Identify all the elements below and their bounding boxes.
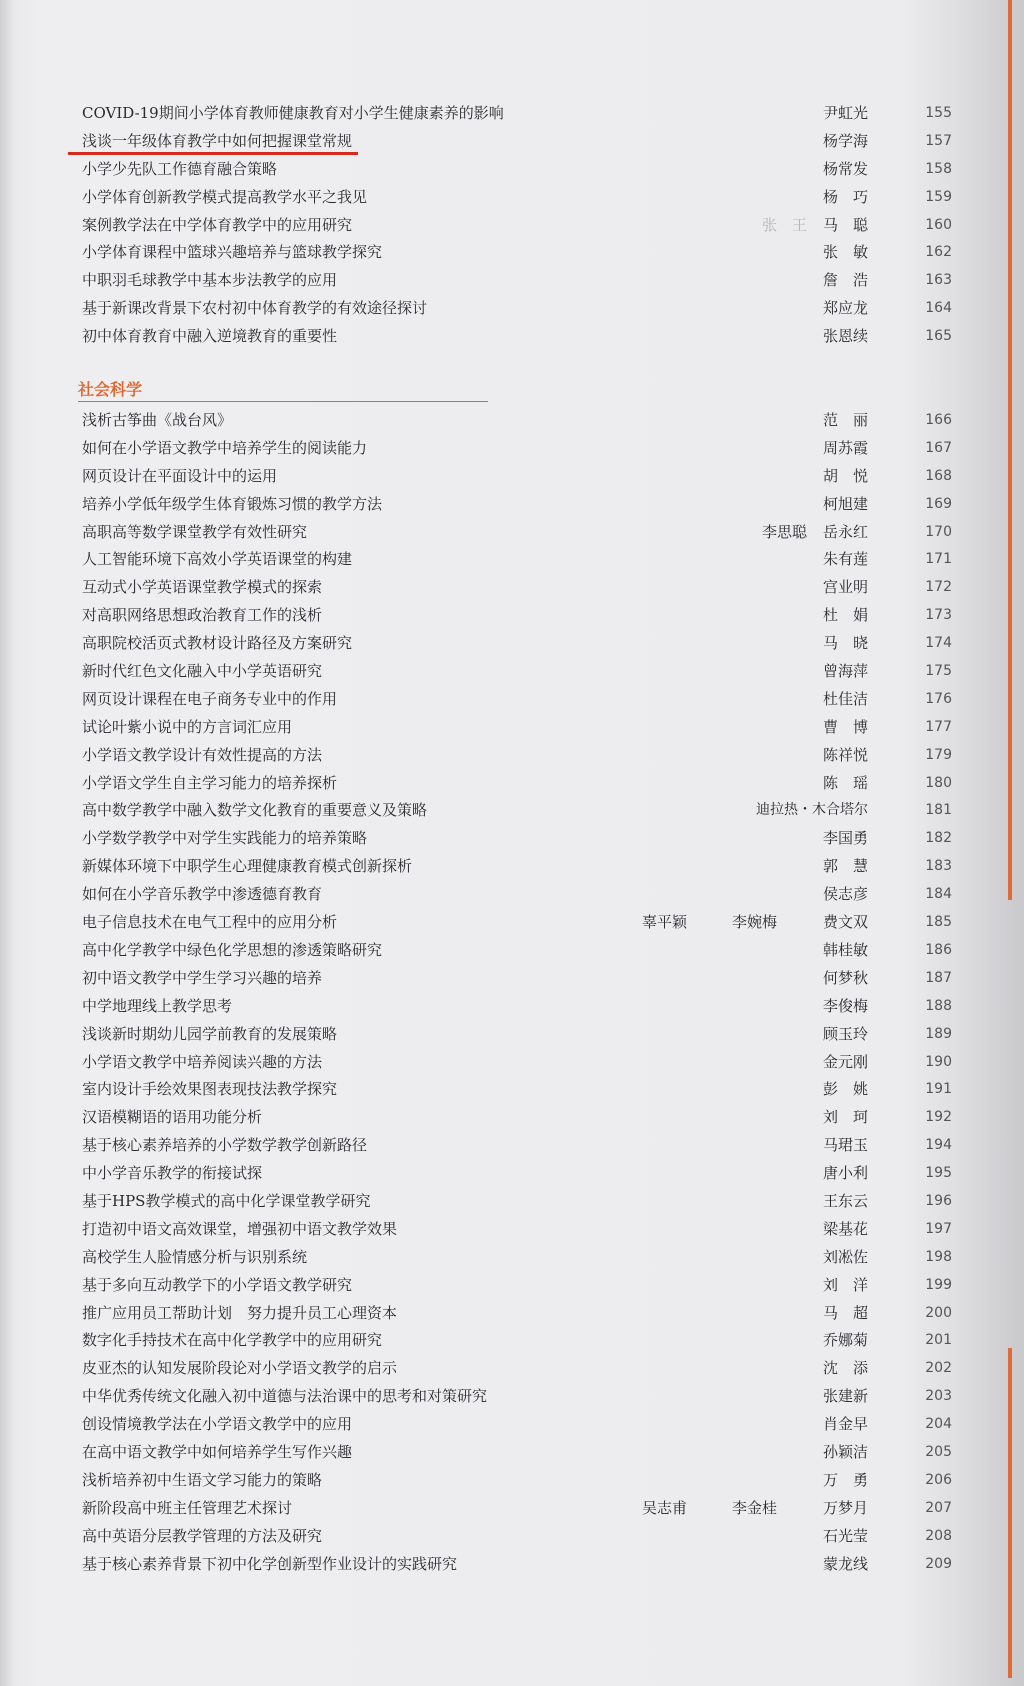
entry-author: 万 勇 bbox=[822, 1470, 868, 1489]
leader-dots bbox=[326, 574, 788, 602]
entry-page-number: 205 bbox=[925, 1443, 952, 1460]
leader-dots bbox=[461, 1551, 788, 1579]
entry-title: 皮亚杰的认知发展阶段论对小学语文教学的启示 bbox=[82, 1359, 398, 1378]
toc-entry bbox=[82, 463, 952, 491]
toc-entry bbox=[82, 1383, 952, 1411]
leader-dots bbox=[431, 295, 788, 323]
entry-page-number: 194 bbox=[925, 1137, 952, 1154]
leader-dots bbox=[266, 1160, 788, 1188]
entry-author: 张 敏 bbox=[822, 243, 868, 262]
leader-dots bbox=[326, 881, 788, 909]
entry-title: 基于多向互动教学下的小学语文教学研究 bbox=[82, 1275, 353, 1294]
entry-title: 小学少先队工作德育融合策略 bbox=[82, 159, 278, 178]
toc-entry bbox=[82, 295, 952, 323]
toc-entry bbox=[82, 797, 952, 825]
entry-title: 基于HPS教学模式的高中化学课堂教学研究 bbox=[82, 1191, 371, 1210]
entry-title: 浅析古筝曲《战台风》 bbox=[82, 411, 233, 430]
leader-dots bbox=[341, 686, 788, 714]
toc-entry bbox=[82, 100, 952, 128]
entry-title: 打造初中语文高效课堂，增强初中语文教学效果 bbox=[82, 1219, 398, 1238]
toc-entry bbox=[82, 1355, 952, 1383]
entry-page-number: 206 bbox=[925, 1471, 952, 1488]
entry-title: 案例教学法在中学体育教学中的应用研究 bbox=[82, 215, 353, 234]
leader-dots bbox=[281, 156, 788, 184]
toc-entry bbox=[82, 1467, 952, 1495]
toc-entry bbox=[82, 184, 952, 212]
entry-author: 郭 慧 bbox=[822, 857, 868, 876]
entry-author: 刘 珂 bbox=[822, 1108, 868, 1127]
entry-author: 刘凇佐 bbox=[822, 1247, 868, 1266]
leader-dots bbox=[236, 407, 788, 435]
toc-entry bbox=[82, 1300, 952, 1328]
entry-page-number: 196 bbox=[925, 1192, 952, 1209]
entry-page-number: 200 bbox=[925, 1304, 952, 1321]
toc-entry bbox=[82, 323, 952, 351]
entry-title: 初中语文教学中学生学习兴趣的培养 bbox=[82, 968, 323, 987]
entry-author: 迪拉热・木合塔尔 bbox=[756, 802, 868, 819]
entry-page-number: 184 bbox=[925, 886, 952, 903]
entry-author: 彭 姚 bbox=[822, 1080, 868, 1099]
entry-author: 梁基花 bbox=[822, 1219, 868, 1238]
entry-title: 高职院校活页式教材设计路径及方案研究 bbox=[82, 634, 353, 653]
entry-page-number: 186 bbox=[925, 941, 952, 958]
entry-page-number: 177 bbox=[925, 718, 952, 735]
toc-entry bbox=[82, 1495, 952, 1523]
entry-author: 陈 瑶 bbox=[822, 773, 868, 792]
leader-dots bbox=[341, 323, 788, 351]
entry-author: 岳永红 bbox=[822, 522, 868, 541]
toc-entry bbox=[82, 686, 952, 714]
entry-author: 李国勇 bbox=[822, 829, 868, 848]
entry-author: 张恩续 bbox=[822, 327, 868, 346]
entry-title: 互动式小学英语课堂教学模式的探索 bbox=[82, 578, 323, 597]
leader-dots bbox=[386, 491, 788, 519]
entry-author: 金元刚 bbox=[822, 1052, 868, 1071]
entry-page-number: 190 bbox=[925, 1053, 952, 1070]
entry-page-number: 189 bbox=[925, 1025, 952, 1042]
entry-page-number: 176 bbox=[925, 690, 952, 707]
toc-entry bbox=[82, 1439, 952, 1467]
toc-entry bbox=[82, 491, 952, 519]
entry-title: 高中数学教学中融入数学文化教育的重要意义及策略 bbox=[82, 801, 428, 820]
entry-page-number: 155 bbox=[925, 105, 952, 121]
leader-dots bbox=[416, 853, 788, 881]
toc-entry bbox=[82, 742, 952, 770]
toc-entry bbox=[82, 1021, 952, 1049]
entry-author: 杨学海 bbox=[822, 131, 868, 150]
leader-dots bbox=[326, 1523, 788, 1551]
toc-entry bbox=[82, 1188, 952, 1216]
entry-title: 基于核心素养培养的小学数学教学创新路径 bbox=[82, 1136, 368, 1155]
entry-title: 小学语文教学设计有效性提高的方法 bbox=[82, 745, 323, 764]
leader-dots bbox=[401, 1355, 788, 1383]
entry-page-number: 207 bbox=[925, 1499, 952, 1516]
entry-title: 如何在小学语文教学中培养学生的阅读能力 bbox=[82, 438, 368, 457]
leader-dots bbox=[341, 1021, 788, 1049]
leader-dots bbox=[356, 1272, 788, 1300]
entry-title: COVID-19期间小学体育教师健康教育对小学生健康素养的影响 bbox=[82, 104, 504, 122]
entry-page-number: 198 bbox=[925, 1248, 952, 1265]
entry-author: 马 聪 bbox=[822, 215, 868, 234]
entry-title: 基于核心素养背景下初中化学创新型作业设计的实践研究 bbox=[82, 1554, 458, 1573]
leader-dots bbox=[374, 1188, 788, 1216]
leader-dots bbox=[341, 1076, 788, 1104]
leader-dots bbox=[326, 1467, 788, 1495]
entry-title: 小学语文教学中培养阅读兴趣的方法 bbox=[82, 1052, 323, 1071]
entry-author: 曾海萍 bbox=[822, 662, 868, 681]
entry-author: 詹 浩 bbox=[822, 271, 868, 290]
highlight-underline bbox=[68, 152, 358, 155]
entry-author: 万梦月 bbox=[822, 1498, 868, 1517]
entry-author: 顾玉玲 bbox=[822, 1024, 868, 1043]
leader-dots bbox=[356, 128, 788, 156]
leader-dots bbox=[341, 909, 632, 937]
entry-page-number: 179 bbox=[925, 746, 952, 763]
entry-author: 朱有莲 bbox=[822, 550, 868, 569]
leader-dots bbox=[326, 965, 788, 993]
entry-page-number: 170 bbox=[925, 523, 952, 540]
entry-page-number: 163 bbox=[925, 272, 952, 289]
entry-author: 尹虹光 bbox=[822, 104, 868, 122]
entry-title: 创设情境教学法在小学语文教学中的应用 bbox=[82, 1415, 353, 1434]
entry-author: 沈 添 bbox=[822, 1359, 868, 1378]
entry-author: 杜 娟 bbox=[822, 606, 868, 625]
entry-page-number: 162 bbox=[925, 244, 952, 261]
entry-title: 中学地理线上教学思考 bbox=[82, 996, 233, 1015]
entry-author: 陈祥悦 bbox=[822, 745, 868, 764]
toc-entry bbox=[82, 714, 952, 742]
entry-author: 乔娜菊 bbox=[822, 1331, 868, 1350]
toc-entry bbox=[82, 1049, 952, 1077]
entry-title: 小学体育创新教学模式提高教学水平之我见 bbox=[82, 187, 368, 206]
entry-author: 胡 悦 bbox=[822, 466, 868, 485]
entry-page-number: 197 bbox=[925, 1220, 952, 1237]
entry-page-number: 183 bbox=[925, 858, 952, 875]
entry-title: 浅谈新时期幼儿园学前教育的发展策略 bbox=[82, 1024, 338, 1043]
toc-entry bbox=[82, 1272, 952, 1300]
entry-title: 室内设计手绘效果图表现技法教学探究 bbox=[82, 1080, 338, 1099]
entry-page-number: 171 bbox=[925, 551, 952, 568]
entry-author: 费文双 bbox=[822, 913, 868, 932]
leader-dots bbox=[508, 100, 788, 128]
toc-entry bbox=[82, 853, 952, 881]
page-edge-marker bbox=[1008, 1348, 1012, 1678]
entry-title: 对高职网络思想政治教育工作的浅析 bbox=[82, 606, 323, 625]
entry-title: 电子信息技术在电气工程中的应用分析 bbox=[82, 913, 338, 932]
entry-page-number: 166 bbox=[925, 412, 952, 429]
entry-author: 宫业明 bbox=[822, 578, 868, 597]
leader-dots bbox=[431, 797, 712, 825]
section-title: 社会科学 bbox=[78, 380, 143, 400]
entry-coauthor: 李金桂 bbox=[732, 1498, 778, 1517]
toc-entry bbox=[82, 1160, 952, 1188]
entry-page-number: 174 bbox=[925, 635, 952, 652]
entry-title: 高中英语分层教学管理的方法及研究 bbox=[82, 1526, 323, 1545]
toc-entry bbox=[82, 602, 952, 630]
entry-page-number: 188 bbox=[925, 997, 952, 1014]
toc-entry bbox=[82, 881, 952, 909]
toc-entry bbox=[82, 435, 952, 463]
entry-author: 石光莹 bbox=[822, 1526, 868, 1545]
toc-entry bbox=[82, 937, 952, 965]
entry-coauthor: 李婉梅 bbox=[732, 913, 778, 932]
entry-title: 高中化学教学中绿色化学思想的渗透策略研究 bbox=[82, 940, 383, 959]
toc-entry bbox=[82, 1551, 952, 1579]
entry-page-number: 195 bbox=[925, 1165, 952, 1182]
leader-dots bbox=[356, 212, 752, 240]
entry-author: 马珺玉 bbox=[822, 1136, 868, 1155]
entry-page-number: 157 bbox=[925, 132, 952, 149]
entry-page-number: 168 bbox=[925, 467, 952, 484]
entry-title: 推广应用员工帮助计划 努力提升员工心理资本 bbox=[82, 1303, 398, 1322]
entry-title: 汉语模糊语的语用功能分析 bbox=[82, 1108, 263, 1127]
entry-coauthor: 吴志甫 bbox=[642, 1498, 688, 1517]
entry-title: 中小学音乐教学的衔接试探 bbox=[82, 1164, 263, 1183]
entry-author: 曹 博 bbox=[822, 717, 868, 736]
entry-title: 小学数学教学中对学生实践能力的培养策略 bbox=[82, 829, 368, 848]
leader-dots bbox=[326, 742, 788, 770]
entry-page-number: 172 bbox=[925, 579, 952, 596]
entry-title: 初中体育教育中融入逆境教育的重要性 bbox=[82, 327, 338, 346]
entry-page-number: 185 bbox=[925, 914, 952, 931]
toc-entry bbox=[82, 407, 952, 435]
entry-title: 浅谈一年级体育教学中如何把握课堂常规 bbox=[82, 131, 353, 150]
entry-page-number: 159 bbox=[925, 188, 952, 205]
entry-page-number: 199 bbox=[925, 1276, 952, 1293]
entry-author: 韩桂敏 bbox=[822, 940, 868, 959]
entry-coauthor: 张 王 bbox=[762, 215, 808, 234]
leader-dots bbox=[386, 937, 788, 965]
entry-page-number: 201 bbox=[925, 1332, 952, 1349]
toc-entry bbox=[82, 1076, 952, 1104]
toc-entry bbox=[82, 519, 952, 547]
entry-page-number: 165 bbox=[925, 328, 952, 345]
section-rule bbox=[78, 401, 488, 402]
entry-page-number: 175 bbox=[925, 663, 952, 680]
entry-author: 马 超 bbox=[822, 1303, 868, 1322]
entry-page-number: 164 bbox=[925, 300, 952, 317]
entry-title: 新阶段高中班主任管理艺术探讨 bbox=[82, 1498, 293, 1517]
toc-entry bbox=[82, 825, 952, 853]
entry-title: 中华优秀传统文化融入初中道德与法治课中的思考和对策研究 bbox=[82, 1387, 488, 1406]
toc-entry bbox=[82, 965, 952, 993]
entry-page-number: 204 bbox=[925, 1416, 952, 1433]
leader-dots bbox=[266, 1104, 788, 1132]
entry-author: 周苏霞 bbox=[822, 438, 868, 457]
entry-title: 高职高等数学课堂教学有效性研究 bbox=[82, 522, 308, 541]
entry-title: 试论叶紫小说中的方言词汇应用 bbox=[82, 717, 293, 736]
entry-author: 何梦秋 bbox=[822, 968, 868, 987]
entry-page-number: 203 bbox=[925, 1388, 952, 1405]
leader-dots bbox=[341, 770, 788, 798]
entry-author: 杜佳洁 bbox=[822, 689, 868, 708]
leader-dots bbox=[401, 1300, 788, 1328]
leader-dots bbox=[326, 1049, 788, 1077]
entry-author: 范 丽 bbox=[822, 411, 868, 430]
entry-page-number: 202 bbox=[925, 1360, 952, 1377]
leader-dots bbox=[371, 825, 788, 853]
leader-dots bbox=[326, 602, 788, 630]
leader-dots bbox=[311, 1244, 788, 1272]
entry-title: 新媒体环境下中职学生心理健康教育模式创新探析 bbox=[82, 857, 413, 876]
toc-entry bbox=[82, 1327, 952, 1355]
entry-page-number: 158 bbox=[925, 160, 952, 177]
leader-dots bbox=[356, 1439, 788, 1467]
section-header bbox=[78, 351, 952, 407]
entry-title: 浅析培养初中生语文学习能力的策略 bbox=[82, 1470, 323, 1489]
leader-dots bbox=[401, 1216, 788, 1244]
toc-entry bbox=[82, 239, 952, 267]
page-edge-marker bbox=[1008, 0, 1012, 900]
entry-page-number: 167 bbox=[925, 439, 952, 456]
toc-entry bbox=[82, 574, 952, 602]
entry-title: 如何在小学音乐教学中渗透德育教育 bbox=[82, 885, 323, 904]
leader-dots bbox=[311, 519, 752, 547]
leader-dots bbox=[296, 1495, 632, 1523]
entry-page-number: 191 bbox=[925, 1081, 952, 1098]
toc-entry bbox=[82, 770, 952, 798]
entry-page-number: 169 bbox=[925, 495, 952, 512]
toc-entry bbox=[82, 1216, 952, 1244]
entry-title: 网页设计在平面设计中的运用 bbox=[82, 466, 278, 485]
entry-author: 马 晓 bbox=[822, 634, 868, 653]
entry-coauthor: 李思聪 bbox=[762, 522, 808, 541]
entry-author: 孙颖洁 bbox=[822, 1442, 868, 1461]
leader-dots bbox=[326, 658, 788, 686]
entry-title: 人工智能环境下高效小学英语课堂的构建 bbox=[82, 550, 353, 569]
toc-entry bbox=[82, 1132, 952, 1160]
toc-entry bbox=[82, 156, 952, 184]
leader-dots bbox=[371, 435, 788, 463]
entry-title: 基于新课改背景下农村初中体育教学的有效途径探讨 bbox=[82, 299, 428, 318]
entry-title: 网页设计课程在电子商务专业中的作用 bbox=[82, 689, 338, 708]
table-of-contents bbox=[78, 100, 952, 1578]
leader-dots bbox=[281, 463, 788, 491]
entry-author: 张建新 bbox=[822, 1387, 868, 1406]
entry-page-number: 208 bbox=[925, 1527, 952, 1544]
toc-entry bbox=[82, 546, 952, 574]
leader-dots bbox=[386, 1327, 788, 1355]
toc-entry bbox=[82, 658, 952, 686]
entry-title: 在高中语文教学中如何培养学生写作兴趣 bbox=[82, 1442, 353, 1461]
toc-entry bbox=[82, 1523, 952, 1551]
leader-dots bbox=[236, 993, 788, 1021]
entry-page-number: 160 bbox=[925, 216, 952, 233]
entry-author: 刘 洋 bbox=[822, 1275, 868, 1294]
leader-dots bbox=[371, 1132, 788, 1160]
entry-page-number: 180 bbox=[925, 774, 952, 791]
entry-title: 中职羽毛球教学中基本步法教学的应用 bbox=[82, 271, 338, 290]
toc-entry bbox=[82, 1411, 952, 1439]
entry-author: 唐小利 bbox=[822, 1164, 868, 1183]
entry-author: 郑应龙 bbox=[822, 299, 868, 318]
entry-author: 肖金早 bbox=[822, 1415, 868, 1434]
leader-dots bbox=[296, 714, 788, 742]
leader-dots bbox=[371, 184, 788, 212]
leader-dots bbox=[356, 1411, 788, 1439]
toc-entry bbox=[82, 1104, 952, 1132]
toc-entry bbox=[82, 1244, 952, 1272]
entry-title: 数字化手持技术在高中化学教学中的应用研究 bbox=[82, 1331, 383, 1350]
toc-entry bbox=[82, 267, 952, 295]
entry-page-number: 182 bbox=[925, 830, 952, 847]
toc-entry bbox=[82, 630, 952, 658]
toc-entry bbox=[82, 212, 952, 240]
toc-entry bbox=[82, 993, 952, 1021]
entry-author: 柯旭建 bbox=[822, 494, 868, 513]
entry-author: 杨常发 bbox=[822, 159, 868, 178]
entry-author: 侯志彦 bbox=[822, 885, 868, 904]
entry-author: 蒙龙线 bbox=[822, 1554, 868, 1573]
entry-page-number: 173 bbox=[925, 607, 952, 624]
entry-title: 培养小学低年级学生体育锻炼习惯的教学方法 bbox=[82, 494, 383, 513]
entry-author: 杨 巧 bbox=[822, 187, 868, 206]
toc-entry bbox=[82, 909, 952, 937]
entry-title: 小学体育课程中篮球兴趣培养与篮球教学探究 bbox=[82, 243, 383, 262]
leader-dots bbox=[356, 546, 788, 574]
entry-title: 小学语文学生自主学习能力的培养探析 bbox=[82, 773, 338, 792]
toc-entry bbox=[82, 128, 952, 156]
leader-dots bbox=[491, 1383, 788, 1411]
entry-author: 李俊梅 bbox=[822, 996, 868, 1015]
leader-dots bbox=[356, 630, 788, 658]
entry-title: 高校学生人脸情感分析与识别系统 bbox=[82, 1247, 308, 1266]
leader-dots bbox=[341, 267, 788, 295]
entry-page-number: 209 bbox=[925, 1555, 952, 1572]
entry-title: 新时代红色文化融入中小学英语研究 bbox=[82, 662, 323, 681]
entry-coauthor: 辜平颖 bbox=[642, 913, 688, 932]
entry-page-number: 192 bbox=[925, 1109, 952, 1126]
entry-page-number: 187 bbox=[925, 969, 952, 986]
leader-dots bbox=[386, 239, 788, 267]
entry-author: 王东云 bbox=[822, 1191, 868, 1210]
entry-page-number: 181 bbox=[925, 802, 952, 819]
